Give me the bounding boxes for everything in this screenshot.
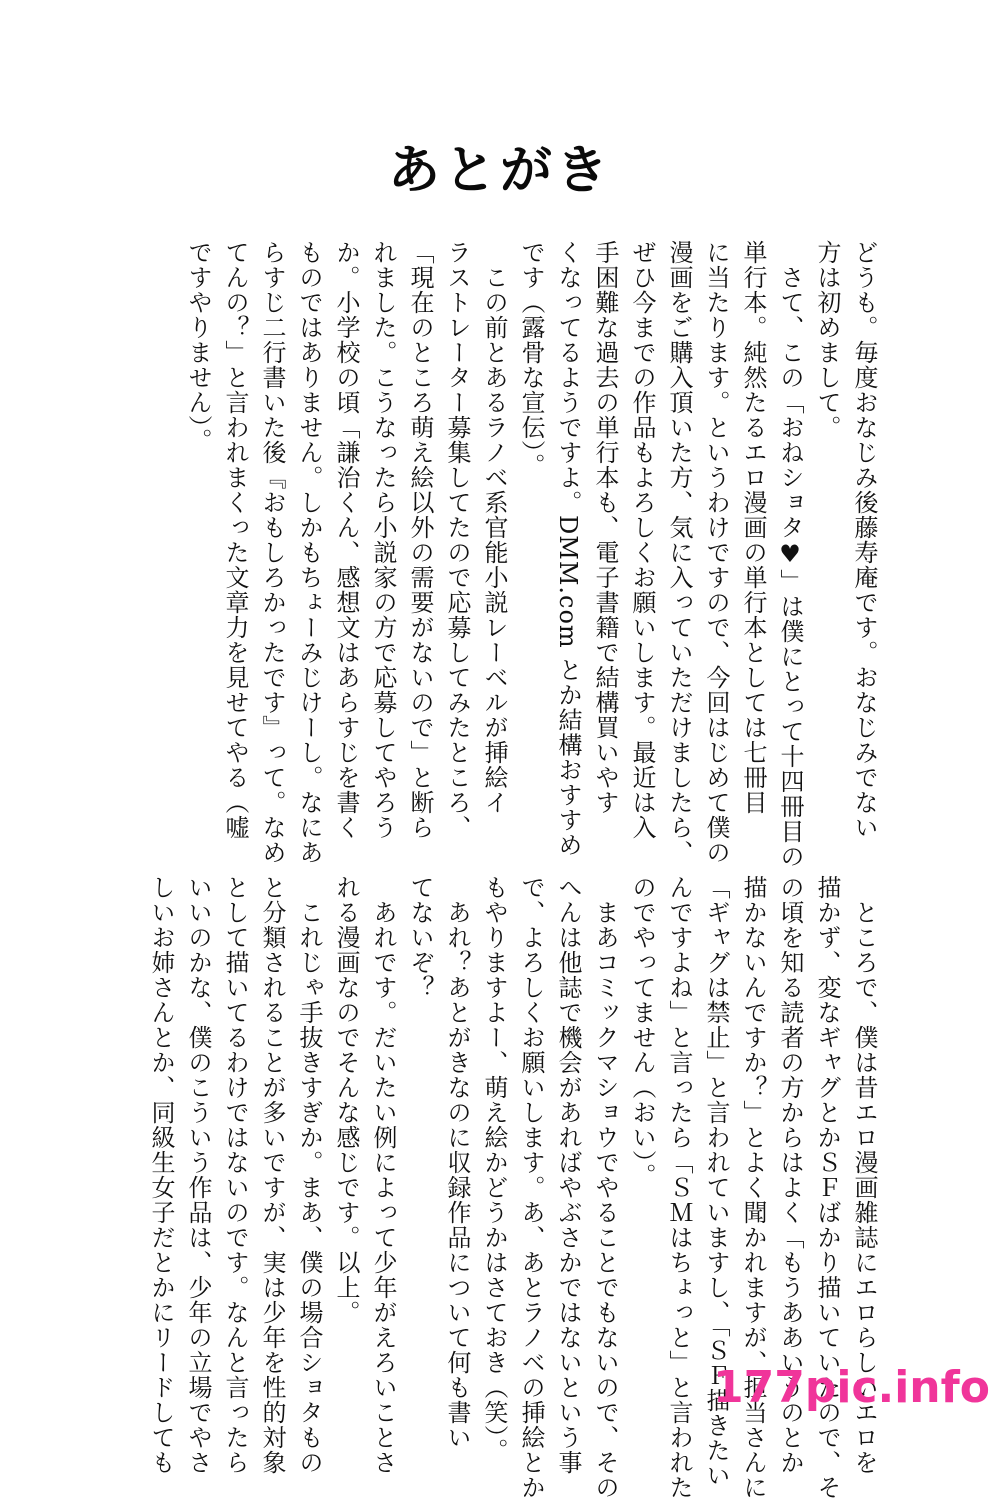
text-column: ものではありません。しかもちょーみじけーし。なにあ (295, 240, 323, 865)
page-title: あとがき (387, 141, 612, 201)
text-column: しいお姉さんとか、同級生女子だとかにリードしても (147, 875, 175, 1475)
text-column: まあコミックマショウでやることでもないので、その (591, 875, 619, 1500)
text-column: んですよね」と言ったら「ＳＭはちょっと」と言われた (665, 875, 693, 1500)
text-column: あれ？あとがきなのに収録作品について何も書い (443, 875, 471, 1450)
text-column: として描いてるわけではないのです。なんと言ったら (221, 875, 249, 1475)
text-column: この前とあるラノベ系官能小説レーベルが挿絵イ (480, 240, 508, 815)
text-column: の頃を知る読者の方からはよく「もうああいうのとか (776, 875, 804, 1475)
text-column: へんは他誌で機会があればやぶさかではないという事 (554, 875, 582, 1475)
text-column: くなってるようですよ。DMM.com とか結構おすすめ (554, 240, 582, 858)
text-column: に当たります。というわけですので、今回はじめて僕の (702, 240, 730, 865)
text-column: れる漫画なのでそんな感じです。以上。 (332, 875, 360, 1325)
text-column: ところで、僕は昔エロ漫画雑誌にエロらしいエロを (850, 875, 878, 1475)
text-column: 描かず、変なギャグとかＳＦばかり描いていたので、そ (813, 875, 841, 1500)
text-column: てんの？」と言われまくった文章力を見せてやる（嘘 (221, 240, 249, 840)
text-column: です（露骨な宣伝）。 (517, 240, 545, 478)
watermark: 177pic.info (713, 1362, 990, 1413)
text-column: 漫画をご購入頂いた方、気に入っていただけましたら、 (665, 240, 693, 865)
text-column: ラストレーター募集してたので応募してみたところ、 (443, 240, 471, 840)
text-column: てないぞ？ (406, 875, 434, 1000)
text-column: ですやりません）。 (184, 240, 212, 453)
text-column: どうも。毎度おなじみ後藤寿庵です。おなじみでない (850, 240, 878, 840)
text-column: あれです。だいたい例によって少年がえろいことさ (369, 875, 397, 1475)
text-column: 「ギャグは禁止」と言われていますし、「ＳＦ描きたい (702, 875, 730, 1488)
text-column: らすじ二行書いた後『おもしろかったです』って。なめ (258, 240, 286, 865)
text-column: 描かないんですか？」とよく聞かれますが、担当さんに (739, 875, 767, 1500)
afterword-text-top (179, 240, 882, 869)
text-column: これじゃ手抜きすぎか。まあ、僕の場合ショタもの (295, 875, 323, 1475)
text-column: れました。こうなったら小説家の方で応募してやろう (369, 240, 397, 840)
text-column: 手困難な過去の単行本も、電子書籍で結構買いやす (591, 240, 619, 815)
text-column: と分類されることが多いですが、実は少年を性的対象 (258, 875, 286, 1475)
text-column: 単行本。純然たるエロ漫画の単行本としては七冊目 (739, 240, 767, 815)
text-column: か。小学校の頃「謙治くん、感想文はあらすじを書く (332, 240, 360, 840)
text-column: のでやってません（おい）。 (628, 875, 656, 1188)
text-column: ぜひ今までの作品もよろしくお願いします。最近は入 (628, 240, 656, 840)
text-column: もやりますよー、萌え絵かどうかはさておき（笑）。 (480, 875, 508, 1463)
text-column: 「現在のところ萌え絵以外の需要がないので」と断ら (406, 240, 434, 840)
text-column: で、よろしくお願いします。あ、あとラノベの挿絵とか (517, 875, 545, 1500)
text-column: いいのかな、僕のこういう作品は、少年の立場でやさ (184, 875, 212, 1475)
text-column: 方は初めまして。 (813, 240, 841, 440)
text-column: さて、この「おねショタ♥」は僕にとって十四冊目の (776, 240, 804, 869)
